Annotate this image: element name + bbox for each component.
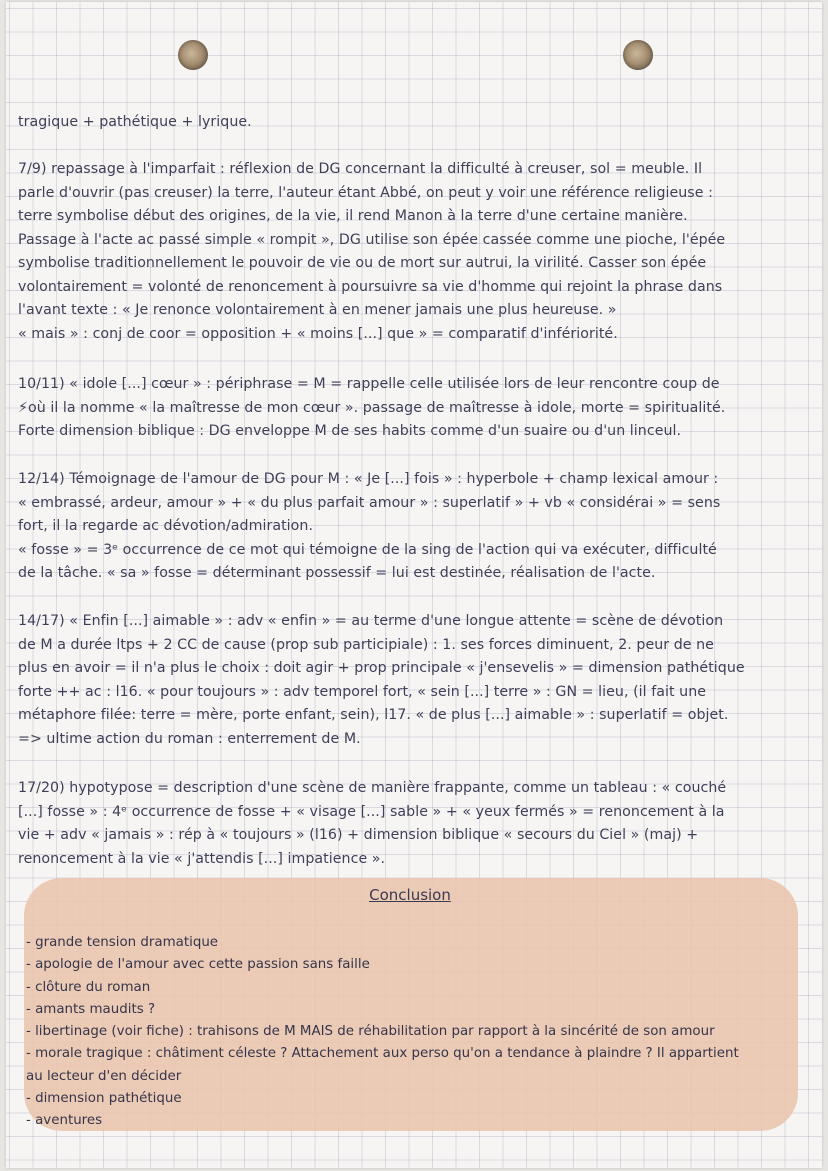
text-line: de M a durée ltps + 2 CC de cause (prop sub participiale) : 1. ses forces diminuent, 2. peur de ne [18,636,714,653]
binder-hole-right [623,40,653,70]
text-line: symbolise traditionnellement le pouvoir de vie ou de mort sur autrui, la virilité. Casser son épée [18,255,707,271]
conclusion-list [26,932,806,1133]
list-item: - clôture du roman [26,979,151,995]
text-line: volontairement = volonté de renoncement à poursuivre sa vie d'homme qui rejoint la phrase dans [18,278,723,295]
text-line: métaphore filée: terre = mère, porte enfant, sein), l17. « de plus [...] aimable » : superlatif = objet. [18,707,729,723]
text-line: fort, il la regarde ac dévotion/admiration. [18,518,314,534]
text-line: 12/14) Témoignage de l'amour de DG pour M : « Je [...] fois » : hyperbole + champ lexical amour : [18,471,719,487]
intro-line: tragique + pathétique + lyrique. [18,114,252,130]
text-line: Passage à l'acte ac passé simple « rompit », DG utilise son épée cassée comme une pioche, l'épée [18,231,726,248]
paragraph-14-17 [18,610,808,751]
list-item: - amants maudits ? [26,1001,156,1017]
text-line: 17/20) hypotypose = description d'une scène de manière frappante, comme un tableau : « couché [18,780,727,796]
conclusion-title: Conclusion [369,886,451,904]
text-line: plus en avoir = il n'a plus le choix : doit agir + prop principale « j'ensevelis » = dimension pathétique [18,660,745,676]
text-line: vie + adv « jamais » : rép à « toujours » (l16) + dimension biblique « secours du Ciel » (maj) + [18,827,699,843]
paragraph-12-14 [18,468,808,586]
text-line: renoncement à la vie « j'attendis [...] impatience ». [18,850,386,867]
text-line: terre symbolise début des origines, de la vie, il rend Manon à la terre d'une certaine manière. [18,208,688,224]
text-line: de la tâche. « sa » fosse = déterminant possessif = lui est destinée, réalisation de l'acte. [18,565,656,581]
paragraph-7-9 [18,158,808,346]
list-item: - apologie de l'amour avec cette passion sans faille [26,957,370,973]
text-line: => ultime action du roman : enterrement de M. [18,730,361,747]
text-line: parle d'ouvrir (pas creuser) la terre, l'auteur étant Abbé, on peut y voir une référence religieuse : [18,184,713,201]
list-item: - grande tension dramatique [26,935,219,950]
text-line: [...] fosse » : 4ᵉ occurrence de fosse + « visage [...] sable » + « yeux fermés » = renoncement à la [18,803,725,820]
text-line: « fosse » = 3ᵉ occurrence de ce mot qui témoigne de la sing de l'action qui va exécuter, difficulté [18,541,717,558]
list-item: au lecteur d'en décider [26,1068,182,1084]
text-line: 10/11) « idole [...] cœur » : périphrase = M = rappelle celle utilisée lors de leur rencontre coup de [18,376,720,392]
text-line: l'avant texte : « Je renonce volontairement à en mener jamais une plus heureuse. » [18,302,617,318]
text-line: Forte dimension biblique : DG enveloppe M de ses habits comme d'un suaire ou d'un linceul. [18,423,682,439]
list-item: - dimension pathétique [26,1091,182,1107]
list-item: - morale tragique : châtiment céleste ? Attachement aux perso qu'on a tendance à plaindre ? Il appartient [26,1046,739,1062]
list-item: - aventures [26,1113,103,1129]
text-line: 7/9) repassage à l'imparfait : réflexion de DG concernant la difficulté à creuser, sol = meuble. Il [18,161,703,177]
text-line: « embrassé, ardeur, amour » + « du plus parfait amour » : superlatif » + vb « considérai » = sens [18,494,721,511]
text-line: ⚡où il la nomme « la maîtresse de mon cœur ». passage de maîtresse à idole, morte = spiritualité. [18,399,726,416]
text-line: 14/17) « Enfin [...] aimable » : adv « enfin » = au terme d'une longue attente = scène de dévotion [18,613,724,629]
paragraph-17-20 [18,777,808,871]
paragraph-10-11 [18,373,808,444]
binder-hole-left [178,40,208,70]
text-line: « mais » : conj de coor = opposition + « moins [...] que » = comparatif d'infériorité. [18,325,618,342]
list-item: - libertinage (voir fiche) : trahisons de M MAIS de réhabilitation par rapport à la sincérité de son amour [26,1024,715,1040]
text-line: forte ++ ac : l16. « pour toujours » : adv temporel fort, « sein [...] terre » : GN = lieu, (il fait une [18,683,707,700]
